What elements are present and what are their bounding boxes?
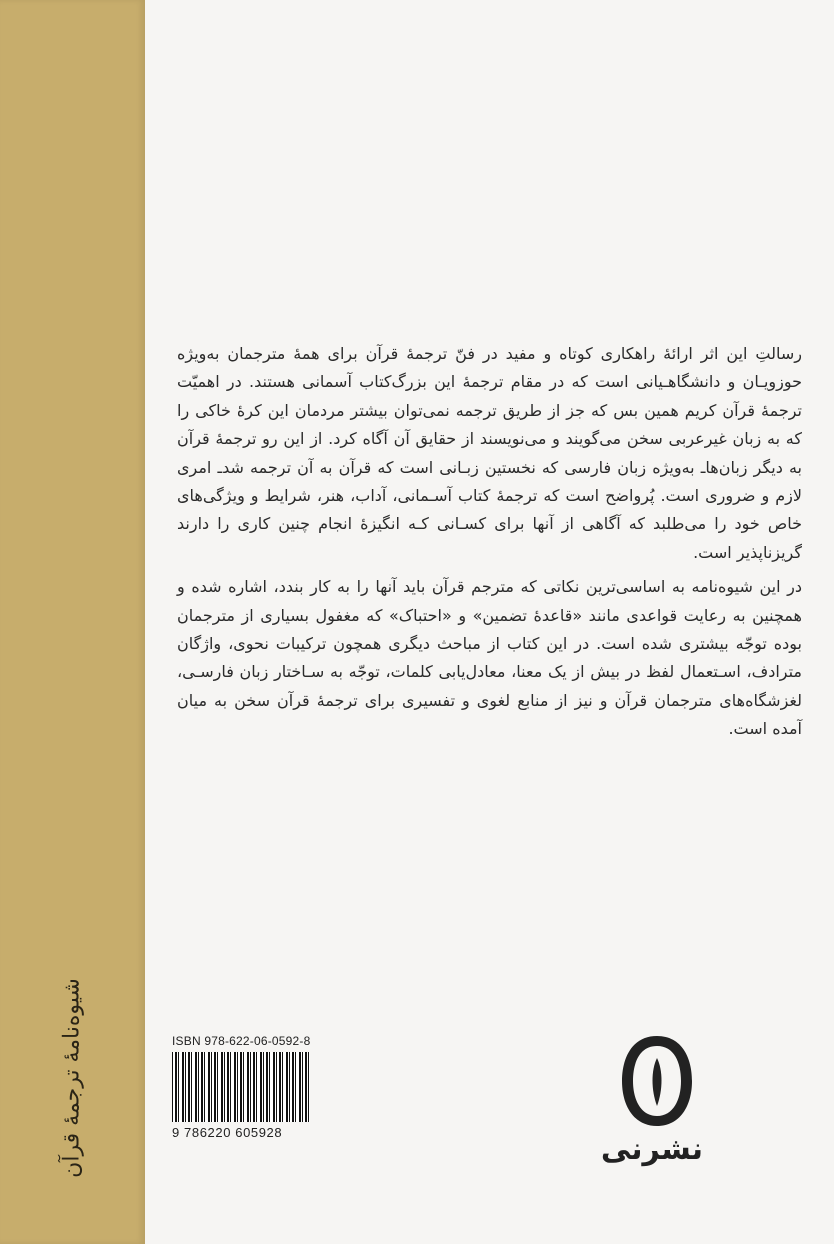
ney-reed-logo-icon xyxy=(618,1032,696,1130)
isbn-barcode xyxy=(172,1034,312,1140)
isbn-label: ISBN 978-622-06-0592-8 xyxy=(172,1034,311,1048)
barcode-bars xyxy=(172,1052,310,1122)
book-spine xyxy=(0,0,145,1244)
spine-title: شیوه‌نامهٔ ترجمهٔ قرآن xyxy=(59,978,85,1178)
blurb-paragraph-1: رسالتِ این اثر ارائهٔ راهکاری کوتاه و مفید در فنّ ترجمهٔ قرآن برای همهٔ مترجمان به‌ویژه حوزویـان و دانشگاهـیانی است که در مقام ترجمهٔ این بزرگ‌کتاب آسمانی هستند. در اهمیّت ترجمهٔ قرآن کریم همین بس که جز از طریق ترجمه نمی‌توان بیشتر مردمان این کرهٔ خاکی را که به زبان غیرعربی سخن می‌گویند و می‌نویسند از حقایق آن آگاه کرد. از این رو ترجمهٔ قرآن به دیگر زبان‌هاـ به‌ویژه زبان فارسی که نخستین زبـانی است که قرآن به آن ترجمه شدـ امری لازم و ضروری است. پُرواضح است که ترجمهٔ کتاب آسـمانی، آداب، هنر، شرایط و ویژگی‌های خاص خود را می‌طلبد که آگاهی از آنها برای کسـانی کـه انگیزهٔ انجام چنین کاری را دارند گریزناپذیر است. xyxy=(177,344,802,562)
barcode-digits: 9 786220 605928 xyxy=(172,1125,283,1140)
blurb-paragraph-2: در این شیوه‌نامه به اساسی‌ترین نکاتی که مترجم قرآن باید آنها را به کار بندد، اشاره شده و همچنین به رعایت قواعدی مانند «قاعدهٔ تضمین» و «احتباک» که مغفول بسیاری از مترجمان بوده توجّه بیشتری شده است. در این کتاب از مباحث دیگری همچون ترکیبات نحوی، واژگان مترادف، اسـتعمال لفظ در بیش از یک معنا، معادل‌یابی کلمات، توجّه به سـاختار زبان فارسـی، لغزشگاه‌های مترجمان قرآن و نیز از منابع لغوی و تفسیری برای ترجمهٔ قرآن سخن به میان آمده است. xyxy=(177,577,802,739)
publisher-logo xyxy=(600,1032,703,1174)
publisher-name: نشرنی xyxy=(600,1132,703,1167)
back-cover-panel xyxy=(145,0,834,1244)
blurb-text xyxy=(177,340,802,744)
